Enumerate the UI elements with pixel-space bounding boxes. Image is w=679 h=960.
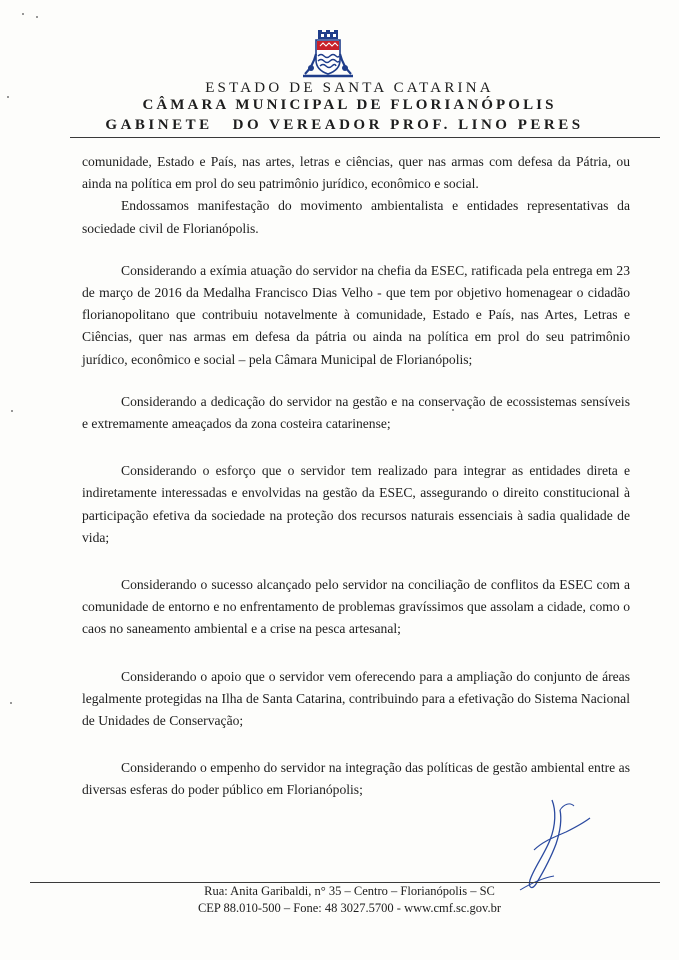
header-state: ESTADO DE SANTA CATARINA [205, 80, 494, 96]
header-divider [70, 137, 660, 138]
paragraph-endorsement: Endossamos manifestação do movimento ambientalista e entidades representativas da sociedade civil de Florianópolis. [82, 198, 630, 236]
scan-speck [452, 409, 454, 411]
footer-divider [30, 882, 660, 883]
paragraph-considering-effort: Considerando o esforço que o servidor tem realizado para integrar as entidades direta e indiretamente interessadas e envolvidas na gestão da ESEC, assegurando o direito constitucional à participação efetiva da sociedade na proteção dos recursos naturais essenciais à sadia qualidade de vida; [82, 463, 630, 545]
paragraph-considering-support: Considerando o apoio que o servidor vem oferecendo para a ampliação do conjunto de áreas legalmente protegidas na Ilha de Santa Catarina, contribuindo para a efetivação do Sistema Nacional de Unidades de Conservação; [82, 668, 630, 729]
paragraph-considering-dedication: Considerando a dedicação do servidor na gestão e na conservação de ecossistemas sensíveis e extremamente ameaçados da zona costeira catarinense; [82, 393, 630, 432]
coat-of-arms-icon [299, 30, 357, 78]
header-office [0, 117, 679, 134]
document-body [82, 151, 630, 802]
scan-speck [22, 13, 24, 15]
footer-contact: CEP 88.010-500 – Fone: 48 3027.5700 - www.cmf.sc.gov.br [197, 901, 502, 915]
scan-speck [10, 702, 12, 704]
paragraph-considering-success: Considerando o sucesso alcançado pelo servidor na conciliação de conflitos da ESEC com a comunidade de entorno e no enfrentamento de problemas gravíssimos que assolam a cidade, como o caos no saneamento ambiental e a crise na pesca artesanal; [82, 577, 630, 637]
scan-speck [7, 96, 9, 98]
paragraph-considering-integration: Considerando o empenho do servidor na integração das políticas de gestão ambiental entre as diversas esferas do poder público em Florianópolis; [82, 760, 630, 798]
scan-speck [36, 16, 38, 18]
header-office-vereador: DO VEREADOR PROF. LINO PERES [232, 117, 584, 133]
paragraph-considering-medal: Considerando a exímia atuação do servidor na chefia da ESEC, ratificada pela entrega em 23 de março de 2016 da Medalha Francisco Dias Velho - que tem por objetivo homenagear o cidadão florianopolitano que contribuiu notavelmente à comunidade, Estado e País, nas Artes, Letras e Ciências, quer nas armas em defesa da pátria ou ainda na política em prol do seu patrimônio jurídico, econômico e social – pela Câmara Municipal de Florianópolis; [82, 262, 630, 367]
header-office-gabinete: GABINETE [105, 117, 213, 133]
scan-speck [11, 410, 13, 412]
header-chamber: CÂMARA MUNICIPAL DE FLORIANÓPOLIS [142, 97, 557, 113]
paragraph-continuation: comunidade, Estado e País, nas artes, letras e ciências, quer nas armas com defesa da Pátria, ou ainda na política em prol do seu patrimônio jurídico, econômico e social. [82, 154, 630, 192]
footer-address: Rua: Anita Garibaldi, n° 35 – Centro – Florianópolis – SC [204, 884, 495, 898]
